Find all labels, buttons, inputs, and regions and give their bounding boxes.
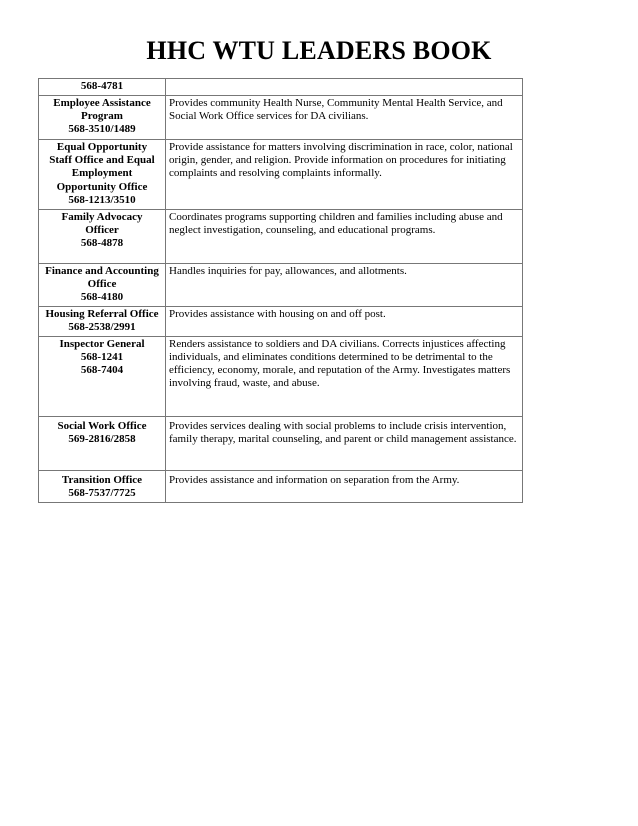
office-phone: 568-4180 — [80, 291, 124, 304]
office-name-line: Office — [87, 278, 117, 291]
description-cell: Renders assistance to soldiers and DA civilians. Corrects injustices affecting individuals, and eliminates conditions determined to be detrimental to the efficiency, economy, morale, and reputation of the Army. Investigates matters involving fraud, waste, and abuse. — [166, 336, 523, 416]
table-row — [39, 140, 523, 210]
office-phone: 568-3510/1489 — [68, 123, 136, 136]
office-phone: 568-4781 — [80, 80, 124, 92]
office-name-line: Finance and Accounting — [45, 265, 159, 277]
page-title: HHC WTU LEADERS BOOK — [146, 36, 492, 65]
table-row — [39, 416, 523, 470]
office-cell — [39, 470, 166, 502]
office-name-line: Family Advocacy — [61, 211, 143, 223]
description-cell: Provides services dealing with social problems to include crisis intervention, family therapy, marital counseling, and parent or child management assistance. — [166, 416, 523, 470]
office-phone: 568-1213/3510 — [68, 193, 136, 206]
table-row — [39, 470, 523, 502]
table-row — [39, 96, 523, 140]
office-phone: 568-2538/2991 — [68, 320, 136, 333]
description-cell: Provide assistance for matters involving discrimination in race, color, national origin, gender, and religion. Provide information on procedures for initiating complaints and resolving complaints informally. — [166, 140, 523, 210]
directory-table — [38, 78, 523, 503]
office-cell — [39, 264, 166, 307]
office-phone: 569-2816/2858 — [68, 432, 136, 445]
office-cell — [39, 79, 166, 96]
office-phone: 568-1241 — [80, 350, 124, 363]
office-cell — [39, 336, 166, 416]
table-row — [39, 306, 523, 336]
table-row — [39, 264, 523, 307]
office-name-line: Employment — [71, 167, 133, 180]
office-phone: 568-7537/7725 — [68, 486, 136, 499]
description-cell: Coordinates programs supporting children and families including abuse and neglect investigation, counseling, and educational programs. — [166, 210, 523, 264]
office-name-line: Equal Opportunity — [56, 141, 148, 153]
office-cell — [39, 210, 166, 264]
office-name-line: Social Work Office — [57, 419, 147, 432]
office-name-line: Inspector General — [59, 337, 145, 350]
office-name-line: Transition Office — [61, 473, 143, 486]
office-name-line: Officer — [85, 224, 119, 237]
description-cell: Provides community Health Nurse, Community Mental Health Service, and Social Work Office services for DA civilians. — [166, 96, 523, 140]
office-phone: 568-4878 — [80, 237, 124, 250]
office-name-line: Staff Office and Equal — [49, 154, 155, 167]
office-name-line: Employee Assistance — [53, 97, 151, 109]
office-cell — [39, 416, 166, 470]
table-row — [39, 79, 523, 96]
office-name-line: Housing Referral Office — [45, 307, 159, 320]
office-cell — [39, 96, 166, 140]
office-cell — [39, 306, 166, 336]
table-row — [39, 336, 523, 416]
description-cell: Provides assistance with housing on and off post. — [166, 306, 523, 336]
office-phone: 568-7404 — [80, 364, 124, 377]
description-cell — [166, 79, 523, 96]
office-name-line: Program — [81, 110, 123, 123]
office-name-line: Opportunity Office — [56, 180, 148, 193]
description-cell: Handles inquiries for pay, allowances, and allotments. — [166, 264, 523, 307]
table-row — [39, 210, 523, 264]
office-cell — [39, 140, 166, 210]
description-cell: Provides assistance and information on separation from the Army. — [166, 470, 523, 502]
